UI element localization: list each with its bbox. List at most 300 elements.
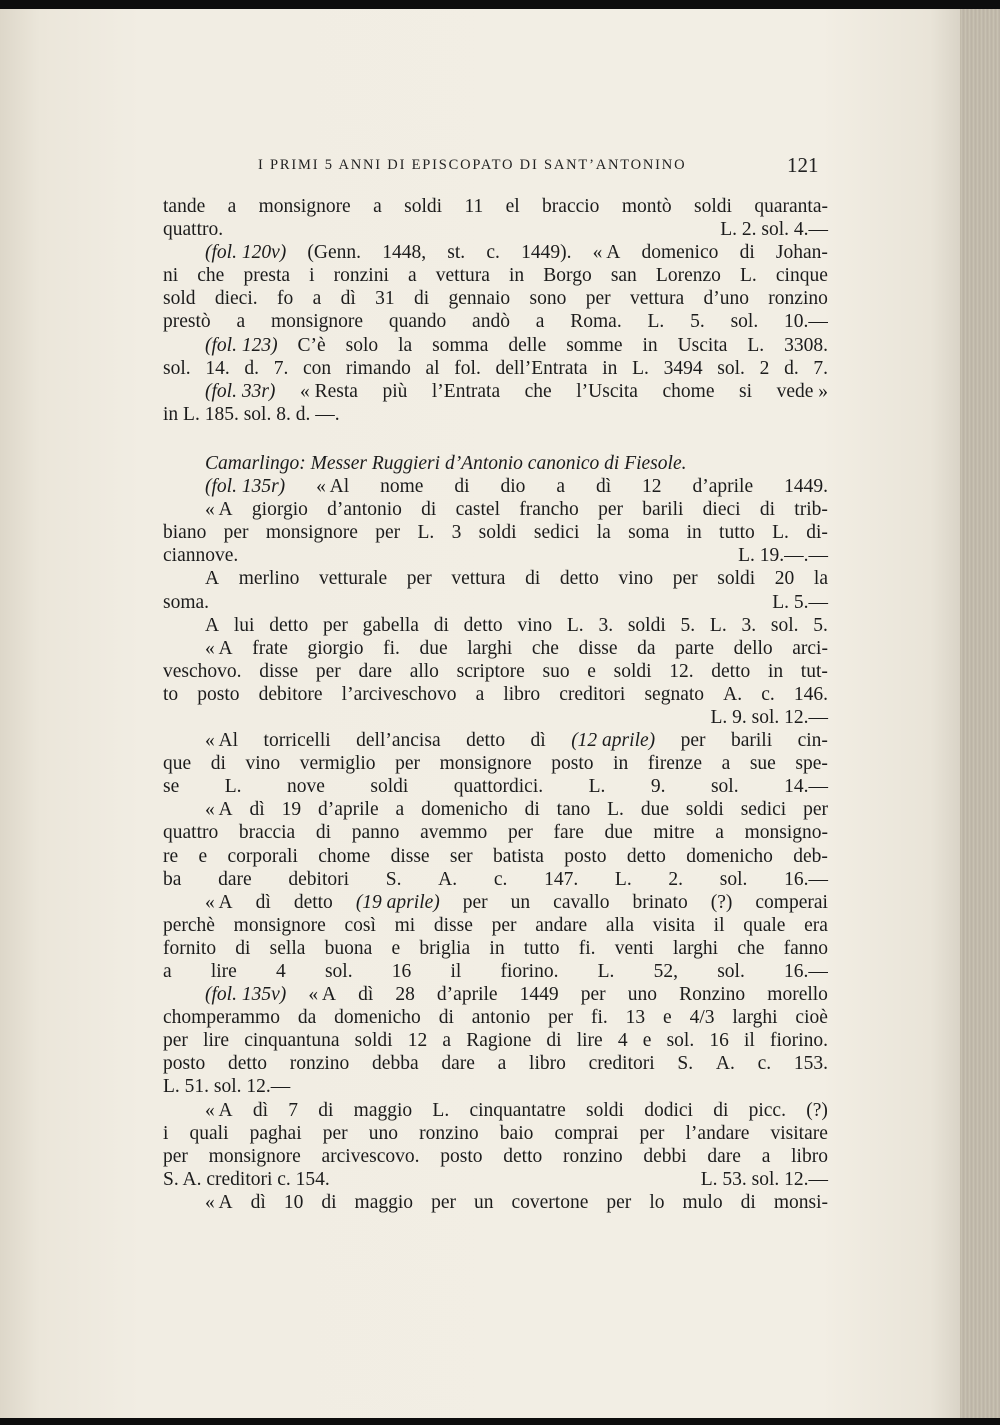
word: Borgo [543,265,592,287]
word: delle [508,334,547,356]
word: detto [463,614,503,636]
word: chome [662,380,715,402]
word: monsigno- [744,822,828,844]
word: detto [626,845,666,867]
word: 1449). [521,242,572,264]
word: nome [380,476,424,498]
text-line [163,1075,828,1098]
word: 28 [395,984,415,1006]
word: mitre [653,822,695,844]
word: detto [559,568,599,590]
word: in L. 185. sol. 8. d. —. [163,403,340,425]
text-line [163,1191,828,1214]
word: « A [592,242,621,264]
word: somma [432,334,489,356]
word: posto [197,683,240,705]
word: 20 [774,568,795,590]
word: 19 [281,799,302,821]
text-line [163,775,828,798]
word: chomperammo [163,1007,280,1029]
word: veschovo. [163,660,242,682]
word: per [548,1007,574,1029]
word: e [391,937,401,959]
word: sol. [719,868,748,890]
text-line [163,1145,828,1168]
word: spe- [795,753,828,775]
word: francho [519,499,579,521]
word: L. [709,614,727,636]
word: 31 [375,288,395,310]
word: L. [740,265,757,287]
word: L. [747,334,765,356]
text-line [163,637,828,660]
text-line [163,660,828,683]
word: merlino [238,568,300,590]
word: comprai [554,1122,619,1144]
word: a [236,311,246,333]
word: fornito [163,937,217,959]
word: di [315,822,332,844]
word: debitori [288,868,350,890]
word: e [663,1007,672,1029]
word: A. [715,1053,735,1075]
word: 4 [276,961,286,982]
word: detto [503,1145,543,1167]
word: fo [276,288,294,310]
word: per [639,1122,665,1144]
word: 16.— [784,868,828,890]
word: da [637,637,656,659]
word: sedici [740,799,787,821]
word: (fol. 123) [205,334,278,356]
text-line [163,983,828,1006]
word: per [375,522,401,544]
word: suo [542,660,570,682]
text-line [163,821,828,844]
word: due [604,822,633,844]
word: libro [529,1053,566,1075]
word: larghi [467,637,513,659]
word: in [509,265,525,287]
word: in [686,522,702,544]
word: soldi [478,522,517,544]
word: 10.— [784,311,828,333]
word: di [210,753,226,775]
word: arci- [792,637,828,659]
word: cin- [797,730,828,752]
word: che [197,265,225,287]
word: lire [576,1030,603,1052]
word: con [303,357,332,379]
word: a [721,753,731,775]
text-line [163,241,828,264]
word: corporali [227,845,298,867]
word: biano [163,522,207,544]
word: S. [677,1053,694,1075]
word: (19 aprile) [355,891,440,913]
word: quando [388,311,447,333]
word: sue [749,753,776,775]
text-line [163,798,828,821]
word: sol. [717,961,745,982]
word: a [373,196,382,217]
word: a [163,961,172,982]
word: c. [761,683,775,705]
word: di [321,1191,337,1213]
word: vettura [451,568,506,590]
word: d’aprile [436,984,498,1006]
word: st. [447,242,466,264]
word: 2. [668,868,684,890]
word: « Al [316,476,350,498]
word: detto [269,614,309,636]
word: panno [351,822,400,844]
word: firenze [647,753,702,775]
word: L. [566,614,584,636]
word: A [205,614,220,636]
word: 13 [625,1007,646,1029]
word: braccio [542,196,600,217]
word: cinquantatre [469,1099,566,1121]
word: soma. [163,591,210,613]
word: a [535,311,545,333]
word: monsignore [439,753,532,775]
word: quattro. [163,219,224,241]
word: soma [628,522,670,544]
word: di [739,242,755,264]
word: cavallo [553,891,610,913]
word: a [227,196,237,217]
word: Ronzino [679,984,746,1006]
word: di [413,288,430,310]
text-line [163,1099,828,1122]
text-line [163,357,828,380]
word: sol. [324,961,353,982]
word: sol. [770,614,799,636]
word: dì [249,799,265,821]
text-line [163,937,828,960]
word: monsi- [773,1191,828,1213]
word: soldi [627,614,666,636]
word: lire [203,1030,230,1052]
word: 16 [391,961,412,982]
word: domenico [641,242,719,264]
word: di [713,1099,729,1121]
word: ba [163,868,182,890]
word: paghai [249,1122,302,1144]
word: domenicho [421,799,508,821]
word: morello [767,984,828,1006]
word: per [491,914,517,936]
word: che [531,637,559,659]
word: 1449 [519,984,559,1006]
word: ronzino [419,1122,479,1144]
word: soldi [586,1099,624,1121]
word: 1448, [382,242,427,264]
word: L. 9. sol. 12.— [710,706,828,728]
word: barili [730,730,773,752]
word: Uscita [677,334,728,356]
text-line [163,475,828,498]
word: si [739,380,753,402]
word: venti [614,937,654,959]
word: « A [205,799,233,821]
word: di [524,799,540,821]
word: maggio [353,1099,413,1121]
word: somme [566,334,623,356]
word: dell’ancisa [356,730,441,752]
word: L. [647,311,665,333]
text-line [163,960,828,983]
word: che [524,380,552,402]
word: 7. [813,357,828,379]
word: L. [772,522,789,544]
word: di [421,499,437,521]
word: avemmo [420,822,488,844]
word: soldi [404,196,443,217]
word: di [759,499,776,521]
word: Johan- [775,242,828,264]
word: 12 [642,476,662,498]
word: a [556,476,565,498]
word: debitore [258,683,323,705]
word: per [395,753,421,775]
word: soldi [685,799,724,821]
word: visita [652,914,695,936]
word: se [163,776,180,798]
text-line [163,567,828,590]
word: vino [618,568,654,590]
word: d’uno [703,288,749,310]
word: 147. [544,868,579,890]
word: nove [286,776,325,798]
word: per [223,522,249,544]
word: presta [243,265,291,287]
word: A. [438,868,458,890]
word: cioè [795,1007,828,1029]
word: comperai [755,891,828,913]
word: andò [472,311,510,333]
word: 146. [793,683,828,705]
word: fiorino. [770,1030,828,1052]
word: per [462,891,488,913]
word: « A [205,637,233,659]
word: posto [564,845,607,867]
word: tutto [719,522,755,544]
word: 12 [407,1030,428,1052]
word: S. [385,868,402,890]
word: al [425,357,440,379]
word: domenicho [334,1007,421,1029]
word: monsignore [265,522,358,544]
word: uno [368,1122,398,1144]
word: in [602,357,618,379]
word: « A [205,1191,233,1213]
word: detto [711,660,751,682]
word: d. [244,357,260,379]
word: picc. [748,1099,786,1121]
word: dare [707,1145,741,1167]
word: frate [252,637,288,659]
word: giorgio [307,637,364,659]
text-line [163,683,828,706]
word: 3. [741,614,757,636]
word: dello [733,637,773,659]
word: il [744,1030,755,1052]
word: fi. [383,637,400,659]
word: lui [233,614,255,636]
word: visitare [770,1122,828,1144]
word: antonio [471,1007,531,1029]
word: 2 [759,357,770,379]
word: i [309,265,315,287]
word: alla [605,914,635,936]
word: d’aprile [692,476,754,498]
word: L. 51. sol. 12.— [163,1076,291,1098]
word: di- [806,522,828,544]
word: vino [245,753,281,775]
word: a [497,1053,507,1075]
word: soldi [613,660,652,682]
word: per [598,499,623,521]
word: vino [517,614,553,636]
word: « A [308,984,336,1006]
word: soldi [354,1030,393,1052]
word: a [442,1030,452,1052]
word: L. [614,868,632,890]
word: detto [466,730,506,752]
word: i [163,1122,169,1144]
word: lo [649,1191,665,1213]
text-line [163,614,828,637]
word: vettura [629,288,685,310]
word: tut- [800,660,828,682]
word: (Genn. [307,242,362,264]
word: di [740,1191,756,1213]
text-line [163,334,828,357]
word: di [546,1030,562,1052]
word: prestò [163,311,211,333]
word: L. [417,522,435,544]
word: L. [607,799,624,821]
word: 3308. [784,334,828,356]
word: « A [205,891,233,913]
word: libro [791,1145,828,1167]
word: 14.— [784,776,828,798]
word: allo [409,660,439,682]
word: vede » [776,380,828,402]
word: Lorenzo [655,265,721,287]
word: vermiglio [299,753,376,775]
word: 16.— [784,961,828,982]
word: (fol. 120v) [205,242,287,264]
word: batista [493,845,544,867]
word: la [596,522,611,544]
word: d. [784,357,799,379]
word: C’è [297,334,326,356]
word: 1449. [784,476,828,498]
word: da [297,1007,317,1029]
word: san [610,265,637,287]
word: posto [440,1145,483,1167]
word: « Resta [299,380,358,402]
word: per [580,984,606,1006]
word: 14. [205,357,230,379]
word: segnato [644,683,705,705]
word: di [525,568,541,590]
word: a [715,822,724,844]
word: disse [433,914,473,936]
word: per [406,568,432,590]
word: brinato [632,891,688,913]
word: domenicho [686,845,773,867]
word: L. [224,776,242,798]
word: L. 5.— [772,591,828,613]
word: per [606,1191,632,1213]
word: c. [493,868,508,890]
word: per [163,1145,188,1167]
word: 4/3 [689,1007,715,1029]
word: detto [293,891,333,913]
word: creditori [588,1053,655,1075]
word: giorgio [251,499,308,521]
word: « Al [205,730,239,752]
word: la [398,334,413,356]
word: L. [432,1099,450,1121]
word: c. [486,242,500,264]
word: fiorino. [500,961,559,982]
word: per [803,799,828,821]
word: disse [390,845,430,867]
word: 5. [680,614,696,636]
word: d’antonio [327,499,402,521]
word: 3494 [663,357,703,379]
word: dio [500,476,526,498]
text-line [163,1029,828,1052]
scan-bottom-edge [0,1418,1000,1425]
word: sono [529,288,567,310]
word: 5. [813,614,828,636]
page-stack-edges [960,9,1000,1421]
word: Roma. [570,311,622,333]
word: (fol. 135r) [205,476,286,498]
word: andare [535,914,588,936]
text-line [163,310,828,333]
word: deb- [793,845,828,867]
word: maggio [354,1191,414,1213]
text-line [163,380,828,403]
word: l’Entrata [431,380,501,402]
text-line [163,521,828,544]
word: dodici [644,1099,693,1121]
text-line [163,264,828,287]
word: larghi [672,937,719,959]
text-line [163,195,828,218]
word: sella [269,937,306,959]
word: chome [318,845,371,867]
word: ser [449,845,473,867]
word: sol. [710,776,739,798]
word: dell’Entrata [495,357,588,379]
word: (?) [710,891,733,913]
word: L. 2. sol. 4.— [720,219,828,241]
text-line [163,403,828,426]
word: di [433,614,449,636]
word: (?) [806,1099,828,1121]
word: monsignore [233,914,326,936]
word: covertone [511,1191,589,1213]
word: rimando [345,357,411,379]
